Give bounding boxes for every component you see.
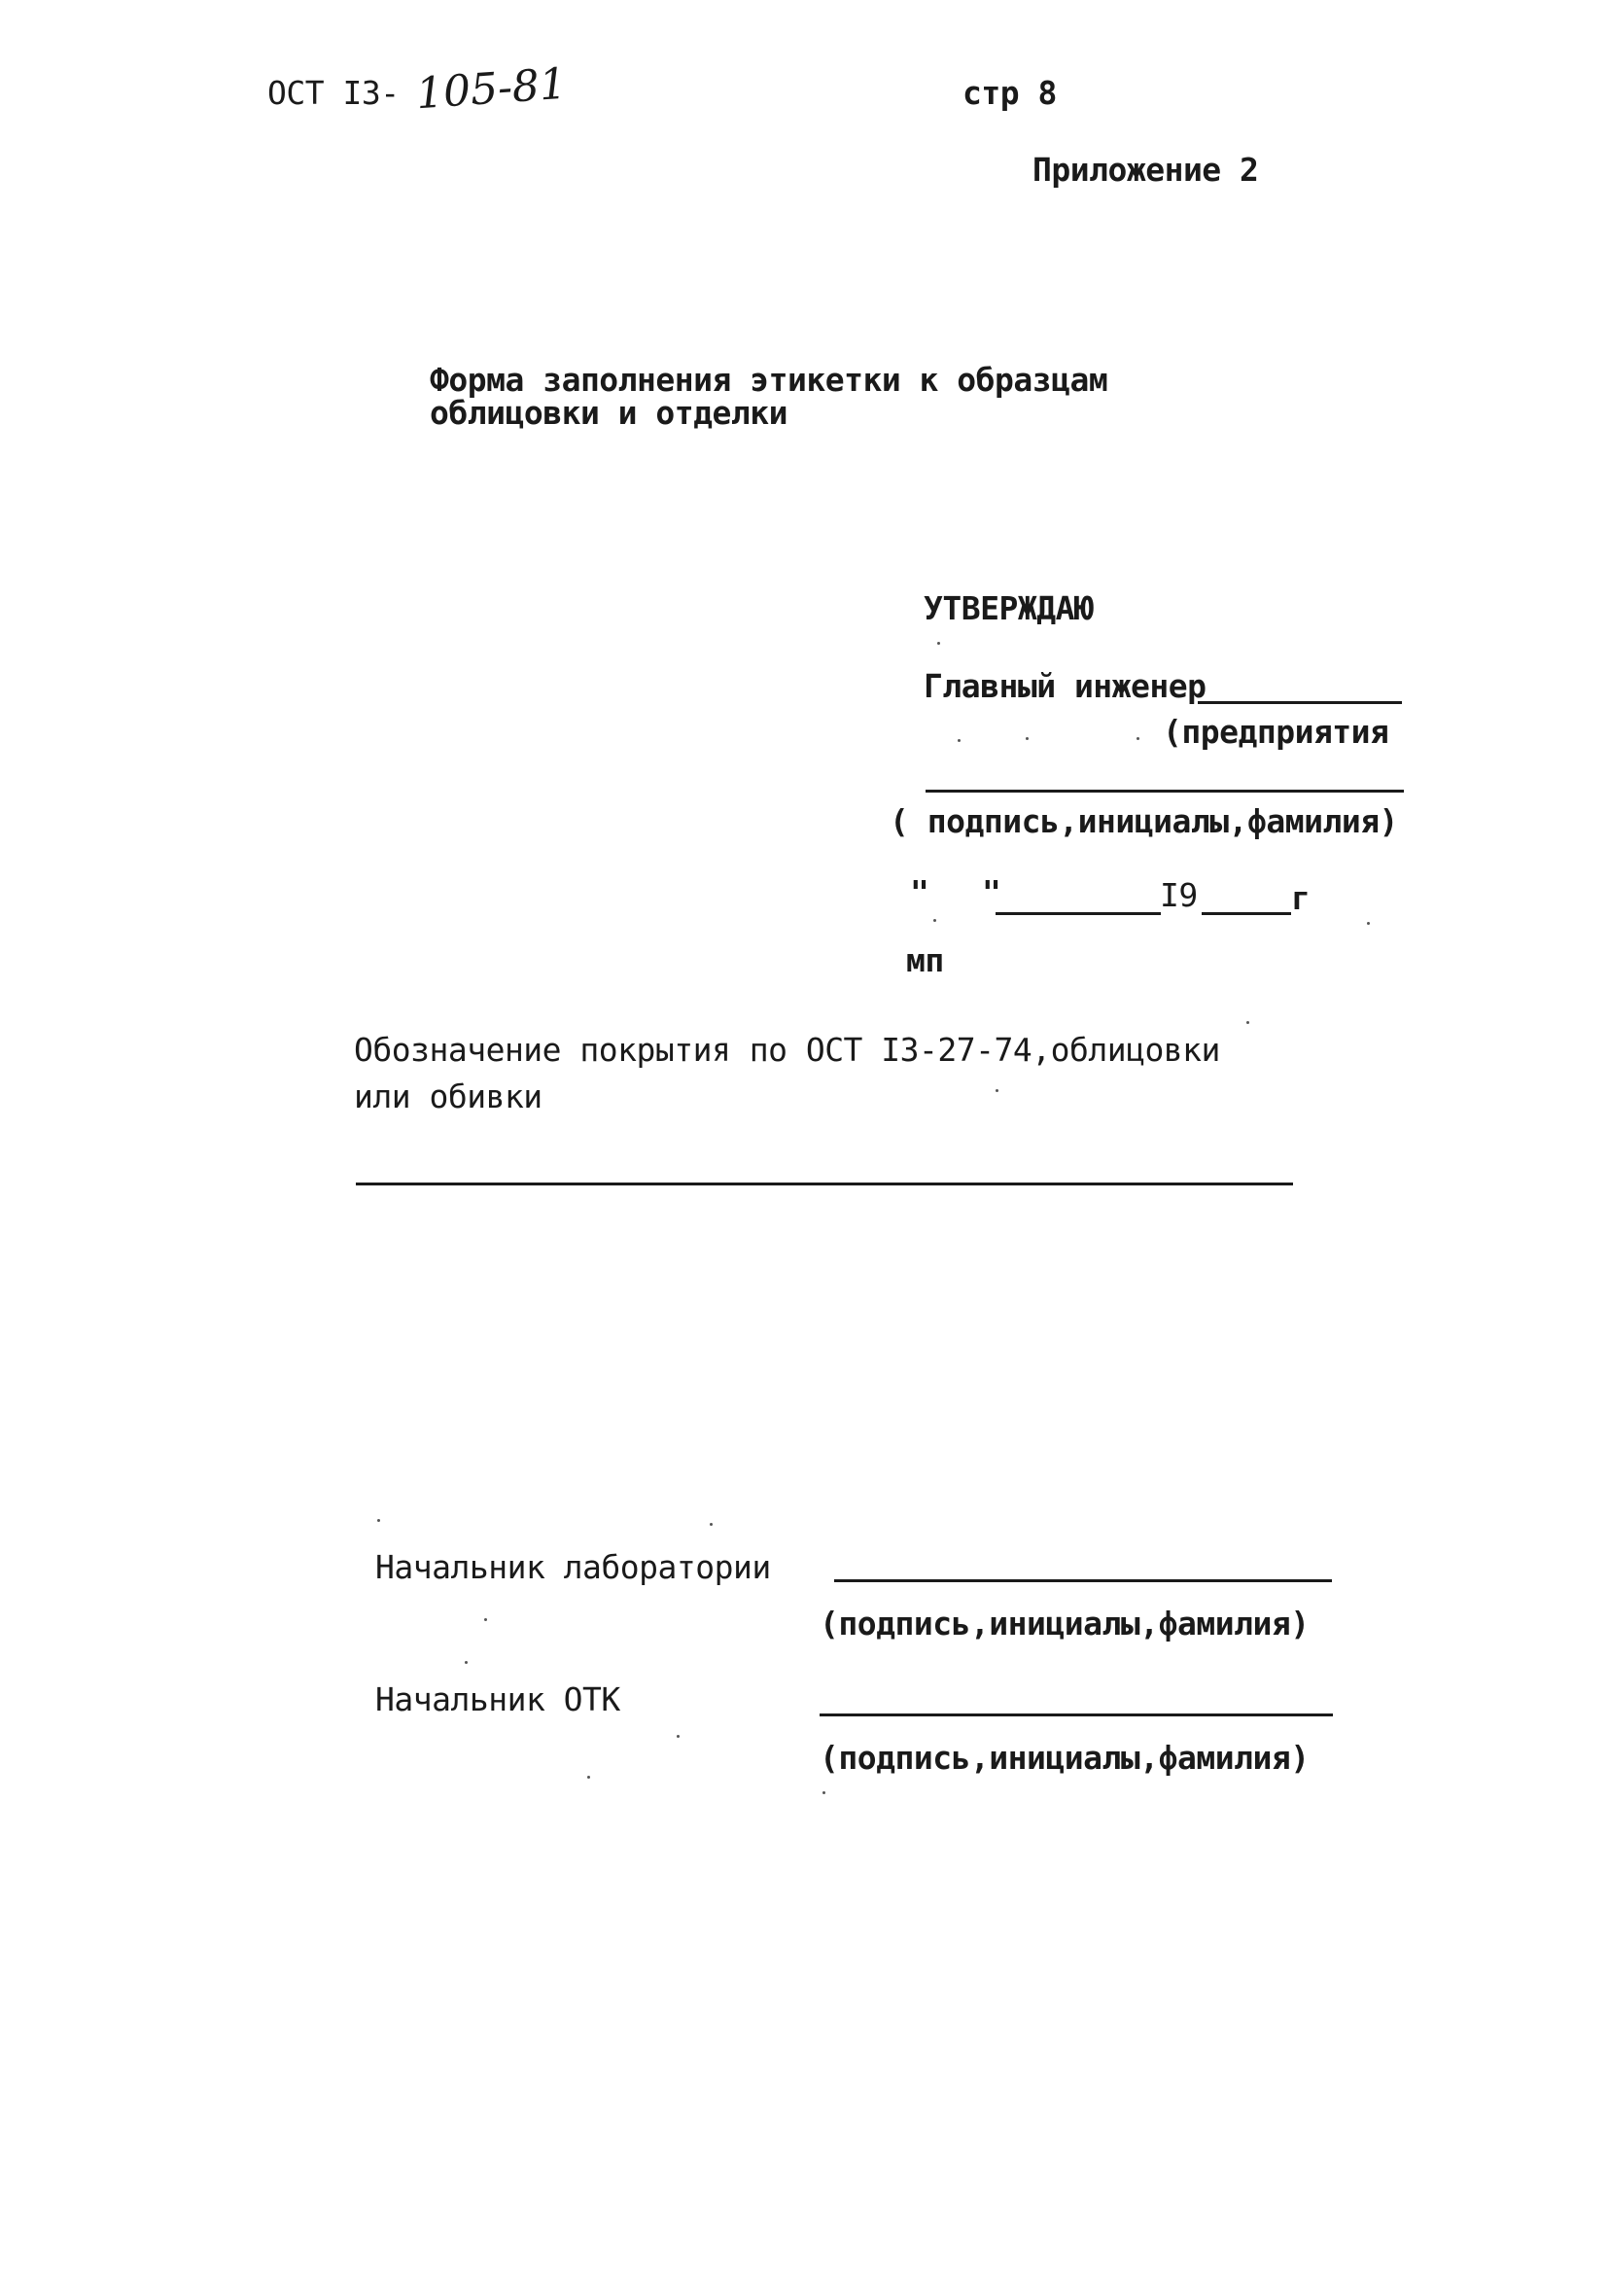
date-day-month-line: [996, 912, 1161, 915]
scan-speck: [1367, 922, 1370, 925]
scan-speck: [587, 1776, 590, 1779]
designation-entry-line: [356, 1183, 1293, 1185]
date-quote-close: ": [982, 873, 1001, 911]
date-year-suffix: г: [1291, 879, 1311, 917]
scan-speck: [822, 1791, 825, 1794]
scan-speck: [996, 1089, 998, 1092]
scan-speck: [465, 1661, 468, 1664]
date-year-prefix: I9: [1160, 876, 1198, 914]
scan-speck: [933, 919, 936, 922]
appendix-label: Приложение 2: [1032, 151, 1259, 189]
date-quote-open: ": [910, 873, 929, 911]
qc-head-signature-hint: (подпись,инициалы,фамилия): [820, 1739, 1310, 1777]
designation-line1: Обозначение покрытия по ОСТ I3-27-74,облицовки: [354, 1031, 1220, 1069]
scan-speck: [1137, 737, 1139, 740]
date-year-line: [1202, 912, 1291, 915]
form-title-line2: облицовки и отделки: [430, 394, 787, 432]
lab-head-label: Начальник лаборатории: [375, 1548, 771, 1586]
page-number: стр 8: [962, 74, 1057, 112]
lab-head-signature-hint: (подпись,инициалы,фамилия): [820, 1605, 1310, 1643]
enterprise-hint: (предприятия: [1163, 713, 1389, 751]
approval-signature-hint: ( подпись,инициалы,фамилия): [890, 802, 1398, 840]
chief-engineer-label: Главный инженер: [924, 667, 1207, 705]
stamp-place-label: мп: [906, 941, 944, 979]
approve-heading: УТВЕРЖДАЮ: [924, 589, 1094, 627]
designation-line2: или обивки: [354, 1077, 542, 1115]
scan-speck: [484, 1618, 487, 1621]
approval-signature-line: [926, 790, 1404, 793]
lab-head-signature-line: [834, 1579, 1332, 1582]
scan-speck: [710, 1523, 713, 1526]
scan-speck: [1246, 1021, 1249, 1024]
qc-head-signature-line: [820, 1713, 1333, 1716]
scan-speck: [958, 739, 961, 742]
qc-head-label: Начальник ОТК: [375, 1680, 620, 1718]
standard-number-handwritten: 105-81: [414, 58, 569, 120]
chief-engineer-line: [1198, 701, 1402, 704]
scan-speck: [937, 642, 940, 645]
standard-prefix: ОСТ I3-: [267, 74, 400, 112]
form-title-line1: Форма заполнения этикетки к образцам: [430, 361, 1108, 399]
scan-speck: [1026, 737, 1029, 740]
scan-speck: [677, 1735, 680, 1738]
scan-speck: [377, 1519, 380, 1522]
